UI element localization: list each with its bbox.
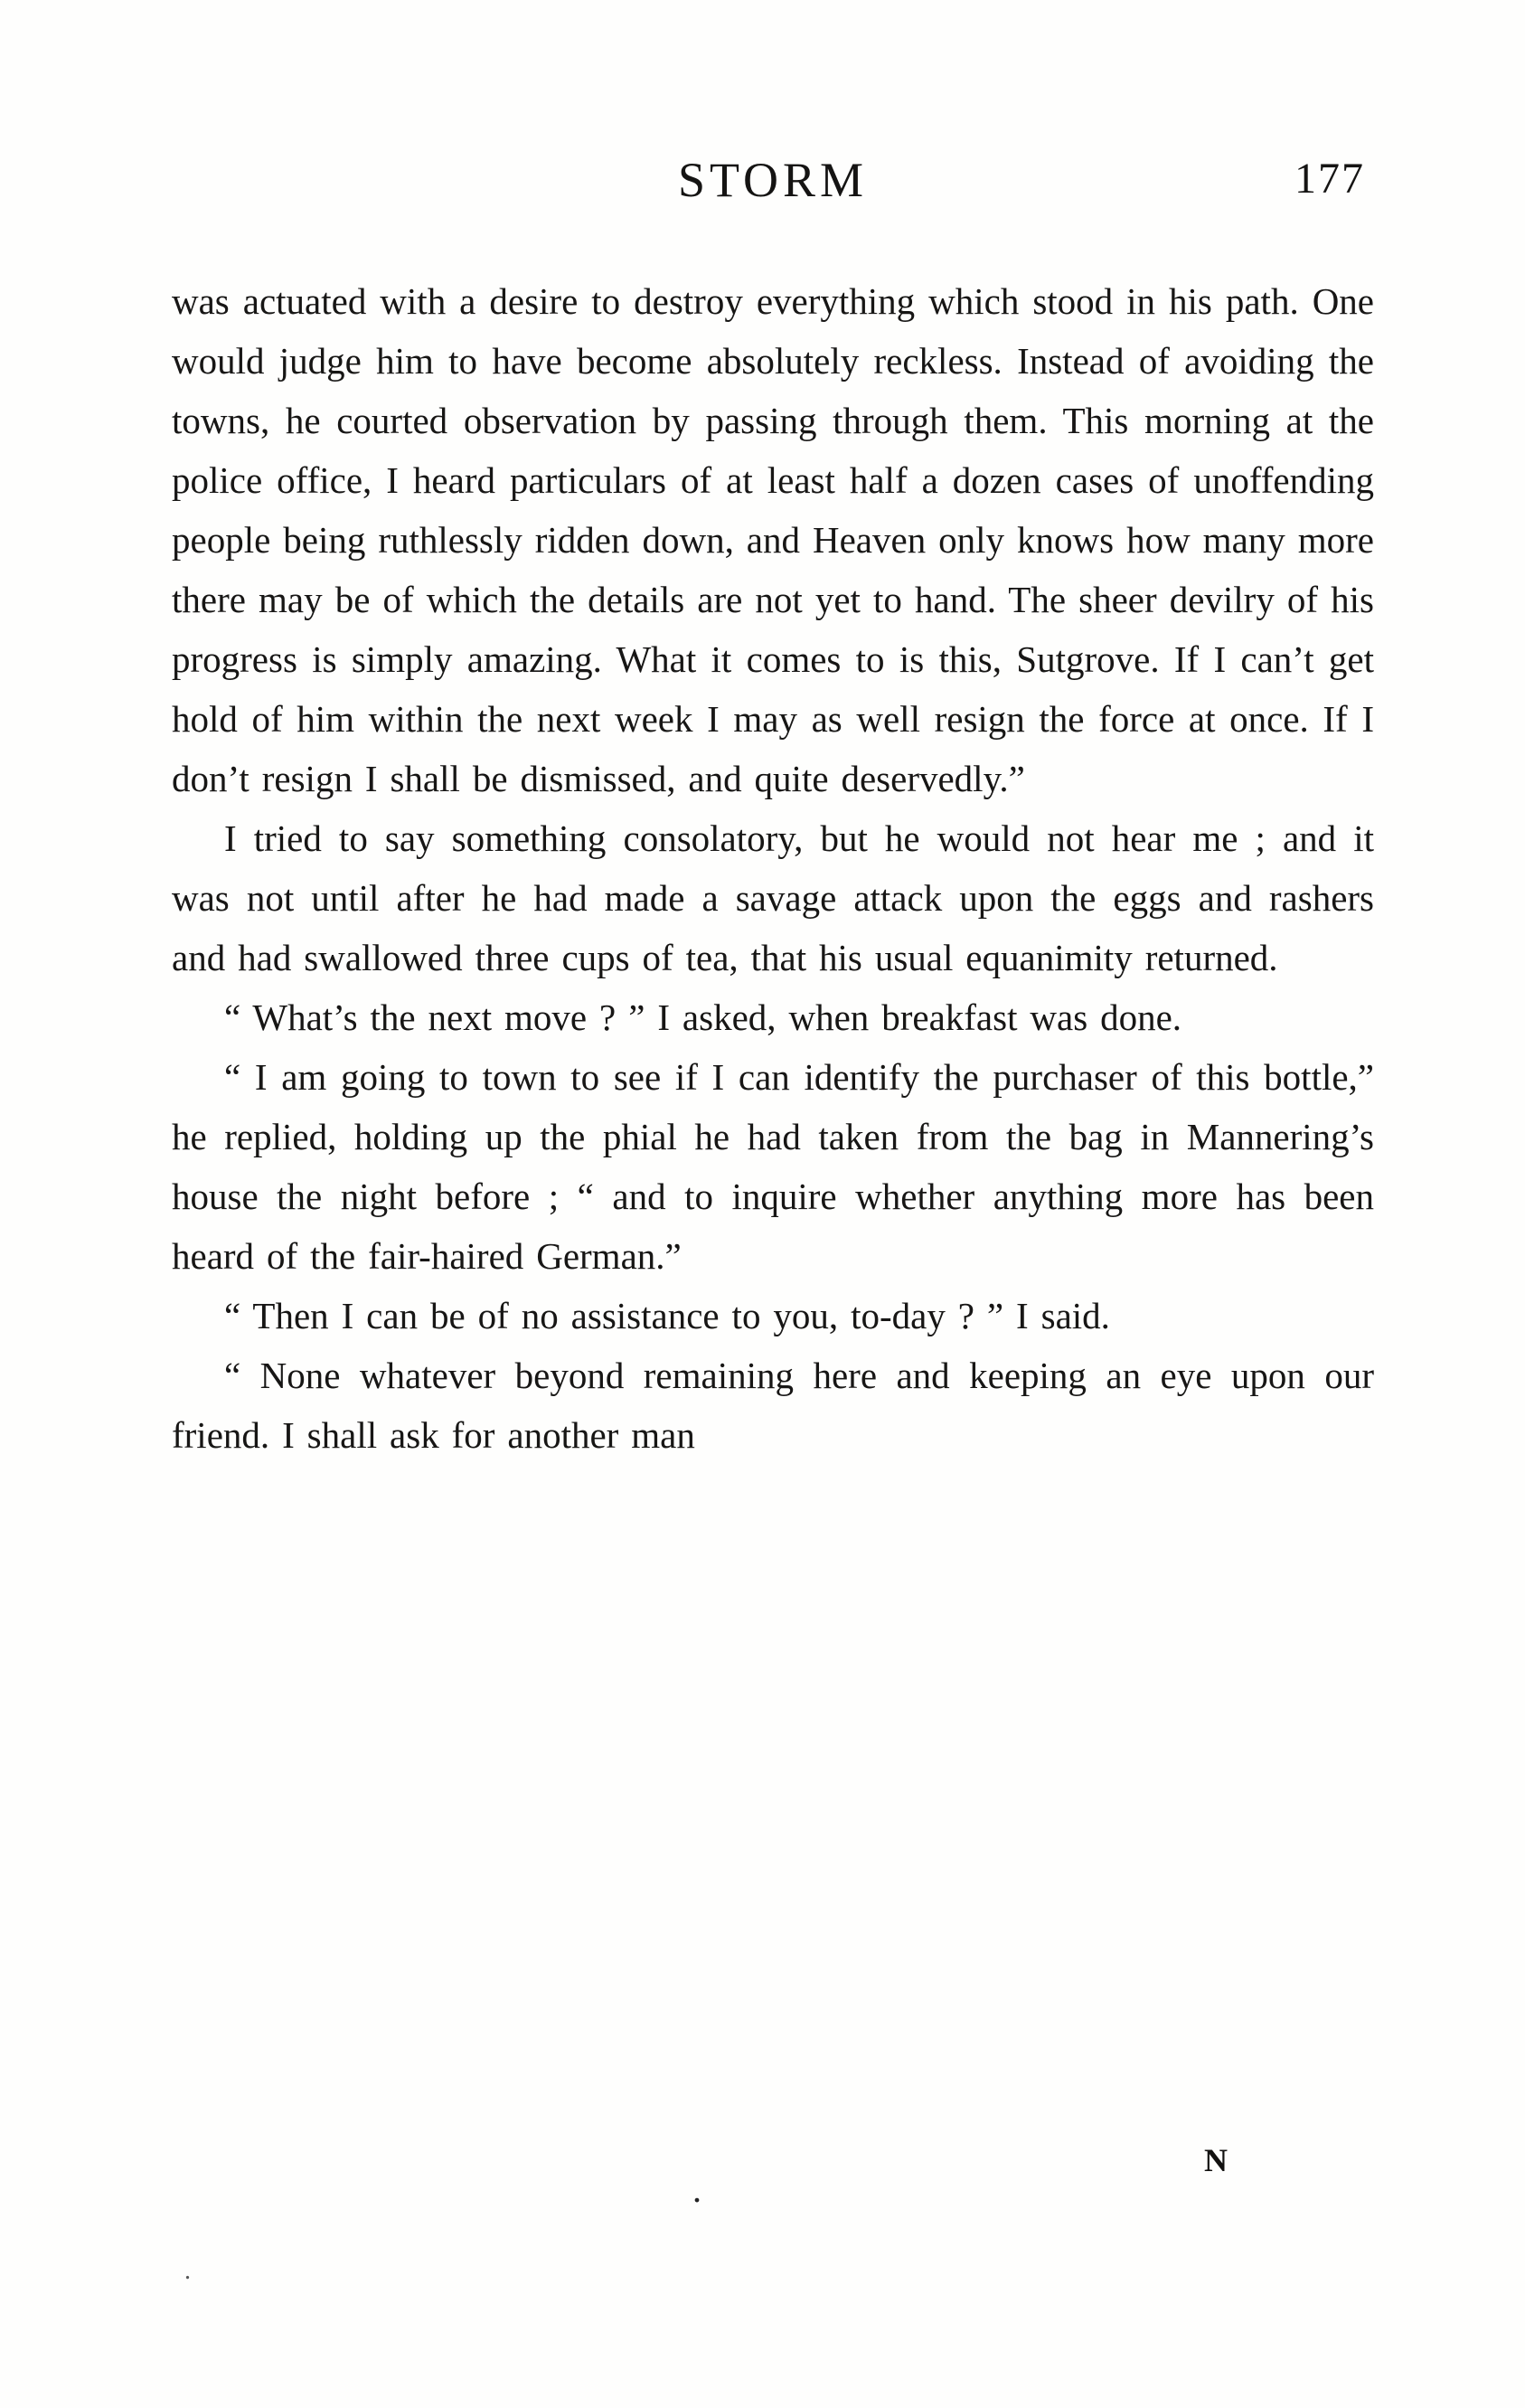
paragraph: I tried to say something consolatory, but he would not hear me ; and it was not until after he had made a savage attack upon the eggs and rashers and had swallowed three cups of tea, that his usual equanimity returned. bbox=[172, 817, 1374, 978]
paragraph: “ What’s the next move ? ” I asked, when breakfast was done. bbox=[224, 996, 1182, 1038]
paragraph: “ Then I can be of no assistance to you, to-day ? ” I said. bbox=[224, 1295, 1110, 1336]
signature-mark: N bbox=[1204, 2142, 1228, 2178]
page-number: 177 bbox=[1294, 155, 1365, 203]
paragraph: “ None whatever beyond remaining here and keeping an eye upon our friend. I shall ask for another man bbox=[172, 1355, 1374, 1456]
page-header bbox=[172, 152, 1374, 224]
page-title: STORM bbox=[677, 153, 869, 207]
paragraph: “ I am going to town to see if I can identify the purchaser of this bottle,” he replied, holding up the phial he had taken from the bag in Mannering’s house the night before ; “ and to inquire whether anything more has been heard of the fair-haired German.” bbox=[172, 1056, 1374, 1277]
stray-dot: . bbox=[184, 2257, 191, 2285]
text-block bbox=[172, 152, 1374, 1465]
page-body bbox=[172, 271, 1374, 1465]
paragraph: was actuated with a desire to destroy everything which stood in his path. One would judge him to have become absolutely reckless. Instead of avoiding the towns, he courted observation by passing through them. This morning at the police office, I heard particulars of at least half a dozen cases of unoffending people being ruthlessly ridden down, and Heaven only knows how many more there may be of which the details are not yet to hand. The sheer devilry of his progress is simply amazing. What it comes to is this, Sutgrove. If I can’t get hold of him within the next week I may as well resign the force at once. If I don’t resign I shall be dismissed, and quite deservedly.” bbox=[172, 280, 1374, 799]
stray-dot: . bbox=[692, 2169, 701, 2210]
